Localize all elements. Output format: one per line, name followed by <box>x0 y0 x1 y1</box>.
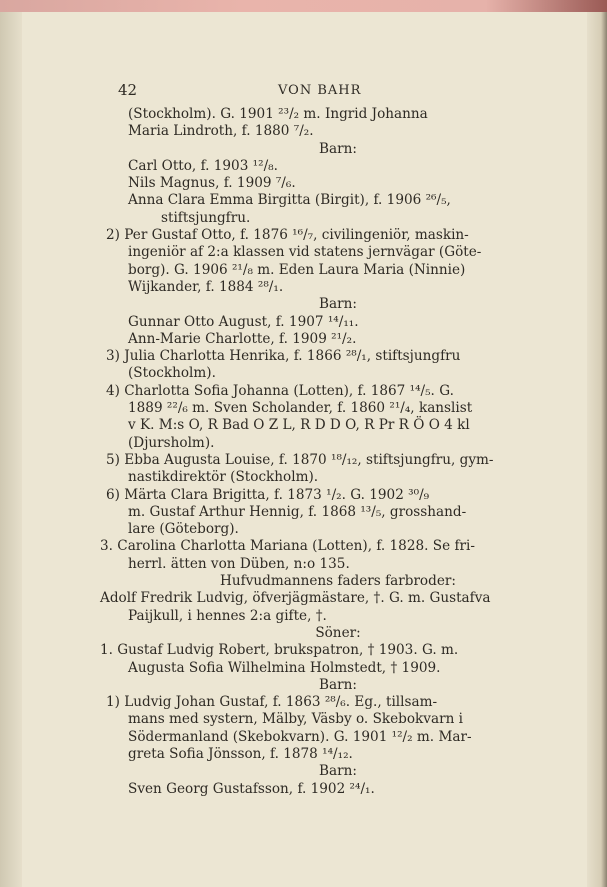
text-line: 1889 ²²/₆ m. Sven Scholander, f. 1860 ²¹/₄, kanslist <box>128 400 473 417</box>
page-gutter <box>0 12 22 887</box>
text-line: 1) Ludvig Johan Gustaf, f. 1863 ²⁸/₆. Eg., tillsam- <box>106 694 438 711</box>
text-line: (Djursholm). <box>128 434 215 451</box>
text-line: Wijkander, f. 1884 ²⁸/₁. <box>128 278 284 295</box>
text-line: Barn: <box>319 140 357 157</box>
text-line: Anna Clara Emma Birgitta (Birgit), f. 1906 ²⁶/₅, <box>128 192 451 209</box>
text-line: lare (Göteborg). <box>128 521 239 538</box>
text-line: 1. Gustaf Ludvig Robert, brukspatron, † 1903. G. m. <box>100 642 459 659</box>
text-line: Söner: <box>315 624 361 641</box>
text-line: m. Gustaf Arthur Hennig, f. 1868 ¹³/₅, grosshand- <box>128 503 467 520</box>
text-line: Maria Lindroth, f. 1880 ⁷/₂. <box>128 123 314 140</box>
text-line: Hufvudmannens faders farbroder: <box>220 573 456 590</box>
text-line: 2) Per Gustaf Otto, f. 1876 ¹⁶/₇, civilingeniör, maskin- <box>106 227 469 244</box>
text-line: Carl Otto, f. 1903 ¹²/₈. <box>128 157 278 174</box>
page-top-edge <box>0 0 607 12</box>
text-line: stiftsjungfru. <box>161 209 251 226</box>
page-text <box>100 81 548 798</box>
text-line: Barn: <box>319 763 357 780</box>
text-line: Sven Georg Gustafsson, f. 1902 ²⁴/₁. <box>128 780 375 797</box>
text-line: (Stockholm). <box>128 365 216 382</box>
text-line: v K. M:s O, R Bad O Z L, R D D O, R Pr R Ö O 4 kl <box>128 417 470 434</box>
text-line: borg). G. 1906 ²¹/₈ m. Eden Laura Maria (Ninnie) <box>128 261 466 278</box>
text-line: Augusta Sofia Wilhelmina Holmstedt, † 1909. <box>128 659 441 676</box>
text-line: 4) Charlotta Sofia Johanna (Lotten), f. 1867 ¹⁴/₅. G. <box>106 382 454 399</box>
text-line: (Stockholm). G. 1901 ²³/₂ m. Ingrid Johanna <box>128 106 428 122</box>
text-line: 3. Carolina Charlotta Mariana (Lotten), f. 1828. Se fri- <box>100 538 475 555</box>
text-line: Nils Magnus, f. 1909 ⁷/₆. <box>128 175 296 192</box>
text-line: greta Sofia Jönsson, f. 1878 ¹⁴/₁₂. <box>128 745 353 762</box>
text-line: Ann-Marie Charlotte, f. 1909 ²¹/₂. <box>128 330 357 347</box>
text-line: Barn: <box>319 296 357 313</box>
text-line: ingeniör af 2:a klassen vid statens jernvägar (Göte- <box>128 244 482 261</box>
text-line: 6) Märta Clara Brigitta, f. 1873 ¹/₂. G. 1902 ³⁰/₉ <box>106 486 430 503</box>
text-line: Barn: <box>319 676 357 693</box>
text-line: 3) Julia Charlotta Henrika, f. 1866 ²⁸/₁, stiftsjungfru <box>106 348 461 365</box>
page-header <box>118 82 548 106</box>
text-line: 5) Ebba Augusta Louise, f. 1870 ¹⁸/₁₂, stiftsjungfru, gym- <box>106 451 494 468</box>
page-number: 42 <box>118 81 138 99</box>
text-line: Adolf Fredrik Ludvig, öfverjägmästare, †. G. m. Gustafva <box>100 590 491 607</box>
text-line: herrl. ätten von Düben, n:o 135. <box>128 555 350 572</box>
text-line: Södermanland (Skebokvarn). G. 1901 ¹²/₂ m. Mar- <box>128 728 472 745</box>
text-line: nastikdirektör (Stockholm). <box>128 469 319 486</box>
page-right-edge <box>587 12 607 887</box>
text-line: Gunnar Otto August, f. 1907 ¹⁴/₁₁. <box>128 313 359 330</box>
running-head: VON BAHR <box>278 83 362 98</box>
text-line: mans med systern, Mälby, Väsby o. Skebokvarn i <box>128 711 463 728</box>
text-line: Paijkull, i hennes 2:a gifte, †. <box>128 607 327 624</box>
